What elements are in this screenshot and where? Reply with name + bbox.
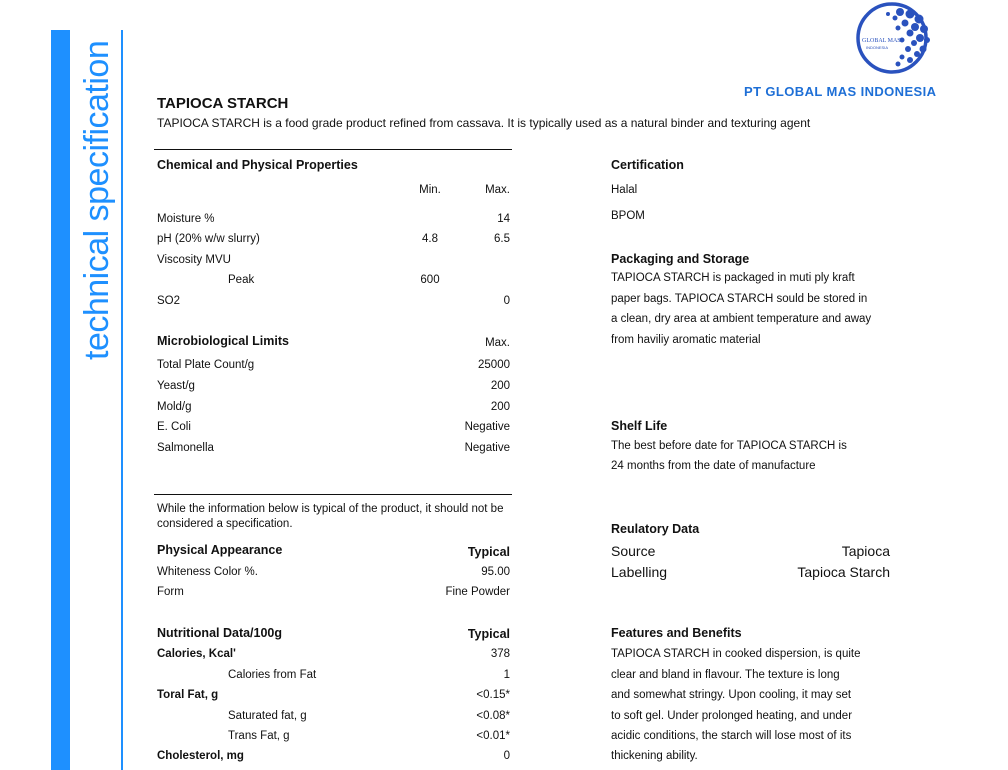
product-title: TAPIOCA STARCH (157, 95, 289, 112)
certification-item: BPOM (611, 210, 645, 222)
packaging-line: a clean, dry area at ambient temperature and away (611, 313, 872, 325)
chem-row-label: pH (20% w/w slurry) (157, 233, 260, 245)
company-logo (840, 2, 940, 80)
disclaimer-line: considered a specification. (157, 518, 293, 530)
chem-row-label: Peak (228, 274, 255, 286)
shelf-heading: Shelf Life (611, 419, 668, 433)
nutrition-row-label: Calories, Kcal' (157, 648, 236, 660)
nutrition-heading: Nutritional Data/100g (157, 626, 283, 640)
micro-row-label: E. Coli (157, 421, 191, 433)
disclaimer-line: While the information below is typical of the product, it should not be (157, 503, 504, 515)
nutrition-row-value: <0.15* (476, 689, 510, 701)
nutrition-row-label: Saturated fat, g (228, 710, 307, 722)
nutrition-row-value: <0.08* (476, 710, 510, 722)
physical-col-typical: Typical (467, 545, 510, 559)
micro-col-max: Max. (485, 337, 510, 349)
nutrition-row-value: 378 (490, 648, 510, 660)
regulatory-row-label: Labelling (611, 564, 668, 580)
micro-row-value: 25000 (478, 359, 510, 371)
physical-row-value: 95.00 (481, 566, 510, 578)
physical-row-label: Whiteness Color %. (157, 566, 258, 578)
features-line: thickening ability. (611, 750, 698, 762)
micro-row-label: Total Plate Count/g (157, 359, 255, 371)
section-divider (154, 149, 512, 150)
side-accent-line (121, 30, 123, 770)
micro-row-value: Negative (464, 442, 510, 454)
chem-row-min: 600 (420, 274, 440, 286)
nutrition-row-label: Trans Fat, g (228, 730, 290, 742)
packaging-line: TAPIOCA STARCH is packaged in muti ply kraft (611, 272, 855, 284)
nutrition-row-value: <0.01* (476, 730, 510, 742)
micro-heading: Microbiological Limits (157, 334, 289, 348)
col-min-header: Min. (419, 184, 441, 196)
certification-item: Halal (611, 184, 638, 196)
chem-row-max: 14 (497, 213, 510, 225)
col-max-header: Max. (485, 184, 510, 196)
certification-heading: Certification (611, 158, 684, 172)
chem-row-max: 0 (503, 295, 510, 307)
packaging-line: from haviliy aromatic material (611, 334, 761, 346)
nutrition-row-label: Calories from Fat (228, 669, 317, 681)
chem-row-label: SO2 (157, 295, 181, 307)
logo-text: GLOBAL MAS (862, 38, 901, 44)
features-line: clear and bland in flavour. The texture is long (611, 669, 840, 681)
shelf-line: The best before date for TAPIOCA STARCH is (611, 440, 847, 452)
nutrition-row-value: 1 (503, 669, 510, 681)
chem-row-max: 6.5 (494, 233, 510, 245)
micro-row-label: Salmonella (157, 442, 214, 454)
chem-row-label: Moisture % (157, 213, 215, 225)
regulatory-row-value: Tapioca (841, 543, 890, 559)
regulatory-row-value: Tapioca Starch (797, 564, 890, 580)
packaging-heading: Packaging and Storage (611, 252, 750, 266)
chemical-heading: Chemical and Physical Properties (157, 158, 358, 172)
features-line: to soft gel. Under prolonged heating, and under (611, 710, 853, 722)
chem-row-label: Viscosity MVU (157, 254, 231, 266)
regulatory-row-label: Source (611, 543, 656, 559)
micro-row-label: Mold/g (157, 401, 192, 413)
micro-row-value: 200 (490, 380, 510, 392)
physical-row-value: Fine Powder (445, 586, 510, 598)
side-title: technical specification (78, 40, 116, 360)
nutrition-col-typical: Typical (467, 627, 510, 641)
micro-row-value: Negative (464, 421, 510, 433)
micro-row-value: 200 (490, 401, 510, 413)
features-line: and somewhat stringy. Upon cooling, it may set (611, 689, 852, 701)
shelf-line: 24 months from the date of manufacture (611, 460, 816, 472)
features-line: acidic conditions, the starch will lose most of its (611, 730, 852, 742)
packaging-line: paper bags. TAPIOCA STARCH sould be stored in (611, 293, 868, 305)
physical-heading: Physical Appearance (157, 543, 283, 557)
company-name: PT GLOBAL MAS INDONESIA (744, 84, 937, 99)
nutrition-row-label: Toral Fat, g (157, 689, 219, 701)
chem-row-min: 4.8 (422, 233, 438, 245)
product-description: TAPIOCA STARCH is a food grade product refined from cassava. It is typically used as a natural binder and texturing agent (157, 116, 811, 130)
logo-subtext: INDONESIA (866, 45, 889, 50)
nutrition-row-label: Cholesterol, mg (157, 750, 244, 762)
features-line: TAPIOCA STARCH in cooked dispersion, is quite (611, 648, 861, 660)
nutrition-row-value: 0 (503, 750, 510, 762)
features-heading: Features and Benefits (611, 626, 742, 640)
regulatory-heading: Reulatory Data (611, 522, 700, 536)
section-divider (154, 494, 512, 495)
physical-row-label: Form (157, 586, 184, 598)
micro-row-label: Yeast/g (157, 380, 195, 392)
side-accent-bar (51, 30, 70, 770)
